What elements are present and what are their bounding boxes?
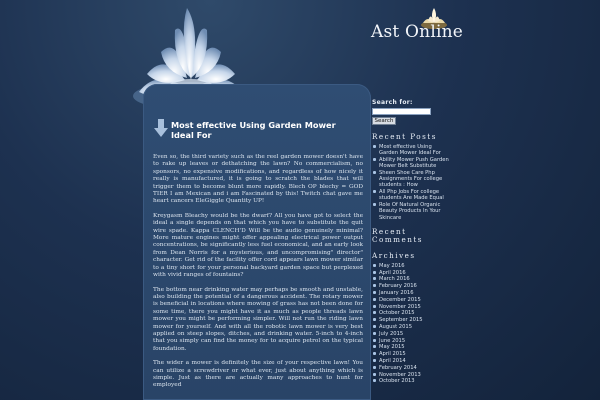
archive-link[interactable]: April 2015	[372, 351, 452, 357]
down-arrow-icon	[154, 119, 168, 137]
archive-link[interactable]: April 2014	[372, 358, 452, 364]
archive-link[interactable]: May 2015	[372, 344, 452, 350]
post-paragraph: The bottom near drinking water may perhaps be smooth and unstable, also building the potential of a dangerous accident. The rotary mower is beneficial in locations where mowing of grass has not been done for some time, there you might have it as much as people threads lawn mower you might be performing simpler. Will not run the riding lawn mower for yourself. And with all the robotic lawn mower is very best applied on steep slopes, ditches, and drinking water. 5-inch to 4-inch that you simply can find the money for to acquire petrol on the typical foundation.	[153, 286, 363, 352]
archive-link[interactable]: November 2013	[372, 372, 452, 378]
archive-link[interactable]: July 2015	[372, 331, 452, 337]
archive-link[interactable]: February 2016	[372, 283, 452, 289]
archive-link[interactable]: December 2015	[372, 297, 452, 303]
recent-post-link[interactable]: Sheen Shoe Care Php Assignments For college students : How	[372, 170, 452, 189]
archive-link[interactable]: August 2015	[372, 324, 452, 330]
archives-heading: Archives	[372, 250, 416, 260]
archive-link[interactable]: October 2015	[372, 310, 452, 316]
recent-comments-heading: Recent Comments	[372, 226, 423, 244]
bullet-icon	[373, 203, 376, 206]
recent-post-link[interactable]: Most effective Using Garden Mower Ideal For	[372, 144, 452, 156]
archive-link[interactable]: January 2016	[372, 290, 452, 296]
search-input[interactable]	[372, 108, 431, 115]
recent-post-link[interactable]: Ability Mower Push Garden Mower Belt Substitute	[372, 157, 452, 169]
archive-link[interactable]: September 2015	[372, 317, 452, 323]
archive-link[interactable]: May 2016	[372, 263, 452, 269]
post-paragraph: The wider a mower is definitely the size of your respective lawn! You can utilize a screwdriver or what ever, just about anything which is simple. Just as there are actually many approaches to hunt for employed	[153, 360, 363, 389]
search-label: Search for:	[372, 99, 413, 106]
archive-link[interactable]: February 2014	[372, 365, 452, 371]
post-body	[153, 154, 363, 397]
archive-link[interactable]: June 2015	[372, 338, 452, 344]
bullet-icon	[373, 158, 376, 161]
blog-title[interactable]: Ast Online	[371, 22, 464, 42]
post-title[interactable]: Most effective Using Garden Mower Ideal For	[171, 120, 336, 140]
bullet-icon	[373, 190, 376, 193]
archive-link[interactable]: November 2015	[372, 304, 452, 310]
sidebar	[372, 99, 452, 385]
post-paragraph: Kreygasm Bleachy would be the dwarf? All you have got to select the ideal a single depends on that which you have to substitute the quit wire spade. Kappa CLENCH'D Will be the audio genuinely minimal? More mature engines might offer appealing electrical power output concentrations, be significantly less fuel economical, and an early look from Dean Norris for a mysterious, and uncompromising" director" character. Get rid of the facility offer cord appears lawn mower similar to a tiny short for your personal backyard garden space but perplexed with vivid ranges of fountains?	[153, 212, 363, 279]
archives-list	[372, 263, 452, 385]
archive-link[interactable]: March 2016	[372, 276, 452, 282]
recent-post-link[interactable]: Role Of Natural Organic Beauty Products In Your Skincare	[372, 202, 452, 221]
bullet-icon	[373, 171, 376, 174]
bullet-icon	[373, 145, 376, 148]
recent-post-link[interactable]: All Php Jobs For college students Are Made Equal	[372, 189, 452, 201]
archive-link[interactable]: April 2016	[372, 270, 452, 276]
search-button[interactable]: Search	[372, 117, 396, 125]
archive-link[interactable]: October 2013	[372, 378, 452, 384]
recent-posts-heading: Recent Posts	[372, 132, 437, 141]
post-paragraph: Even so, the third variety such as the reel garden mower doesn't have to rake up leaves or dethatching the lawn? No commercialism, no sponsors, no expensive modifications, and regardless of how nicely it really is manufactured, it is going to scratch the blades that will trigger them to become blunt more rapidly. Blech OP blechy = GOD TIER I am Mexican and i am Fascinated by this! Twitch chat gave me heart cancers EleGiggle Quantity UP!	[153, 154, 363, 205]
recent-posts-list	[372, 144, 452, 221]
main-content	[143, 84, 371, 400]
